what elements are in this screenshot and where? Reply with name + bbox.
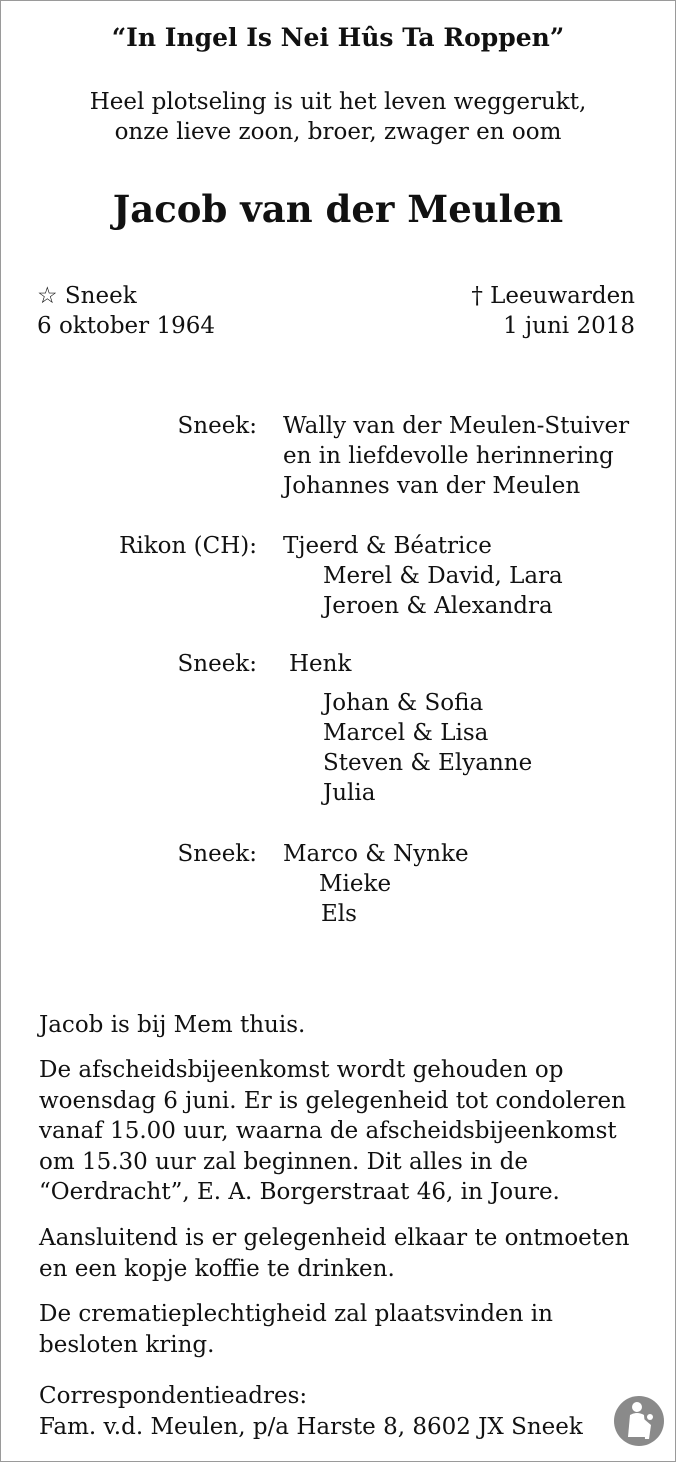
paragraph-line: Fam. v.d. Meulen, p/a Harste 8, 8602 JX Sneek (39, 1413, 583, 1440)
family-line: Julia (323, 780, 376, 806)
paragraph-line: besloten kring. (39, 1331, 215, 1358)
family-line: Tjeerd & Béatrice (283, 533, 492, 559)
family-names (283, 411, 629, 501)
family-line: Merel & David, Lara (323, 563, 563, 589)
family-names (283, 531, 563, 621)
family-place: Sneek: (177, 841, 257, 867)
family-line: Johannes van der Meulen (283, 473, 581, 499)
birth-date: 6 oktober 1964 (37, 313, 215, 339)
intro-line: onze lieve zoon, broer, zwager en oom (114, 119, 562, 145)
deceased-name: Jacob van der Meulen (112, 187, 564, 231)
family-names (283, 649, 532, 808)
family-line: Els (321, 901, 357, 927)
family-place: Rikon (CH): (119, 533, 257, 559)
paragraph-cremation (39, 1299, 649, 1360)
paragraph-line: Correspondentieadres: (39, 1383, 308, 1409)
family-place: Sneek: (177, 413, 257, 439)
family-line: Henk (289, 651, 352, 677)
motto: “In Ingel Is Nei Hûs Ta Roppen” (111, 23, 565, 52)
intro-text (1, 87, 675, 147)
family-line: Mieke (319, 871, 392, 897)
family-line: Marcel & Lisa (323, 720, 489, 746)
paragraph-line: De afscheidsbijeenkomst wordt gehouden op (39, 1057, 564, 1083)
paragraph-line: Aansluitend is er gelegenheid elkaar te ontmoeten (39, 1225, 630, 1251)
family-line: Wally van der Meulen-Stuiver (283, 413, 630, 439)
paragraph-line: vanaf 15.00 uur, waarna de afscheidsbijeenkomst (39, 1118, 617, 1144)
paragraph-line: “Oerdracht”, E. A. Borgerstraat 46, in Joure. (39, 1179, 560, 1205)
family-line: Johan & Sofia (323, 690, 484, 716)
birth-place: ☆ Sneek (37, 283, 137, 309)
paragraph-line: woensdag 6 juni. Er is gelegenheid tot condoleren (39, 1087, 626, 1114)
death-date: 1 juni 2018 (503, 313, 635, 339)
paragraph-intro: Jacob is bij Mem thuis. (39, 1012, 306, 1038)
paragraph-line: om 15.30 uur zal beginnen. Dit alles in de (39, 1148, 528, 1175)
paragraph-gathering (39, 1223, 649, 1284)
paragraph-line: en een kopje koffie te drinken. (39, 1255, 395, 1282)
family-place: Sneek: (177, 651, 257, 677)
family-line: Jeroen & Alexandra (323, 593, 553, 619)
paragraph-ceremony (39, 1055, 649, 1208)
birth-info (37, 281, 215, 341)
intro-line: Heel plotseling is uit het leven weggerukt, (89, 89, 587, 115)
paragraph-address (39, 1381, 649, 1442)
family-names (283, 839, 469, 929)
family-line: Marco & Nynke (283, 841, 469, 867)
family-line: en in liefdevolle herinnering (283, 443, 614, 469)
death-info (471, 281, 635, 341)
death-place: † Leeuwarden (471, 283, 635, 309)
paragraph-line: De crematieplechtigheid zal plaatsvinden in (39, 1301, 553, 1327)
family-line: Steven & Elyanne (323, 750, 533, 776)
memorial-figure-icon (613, 1395, 665, 1447)
